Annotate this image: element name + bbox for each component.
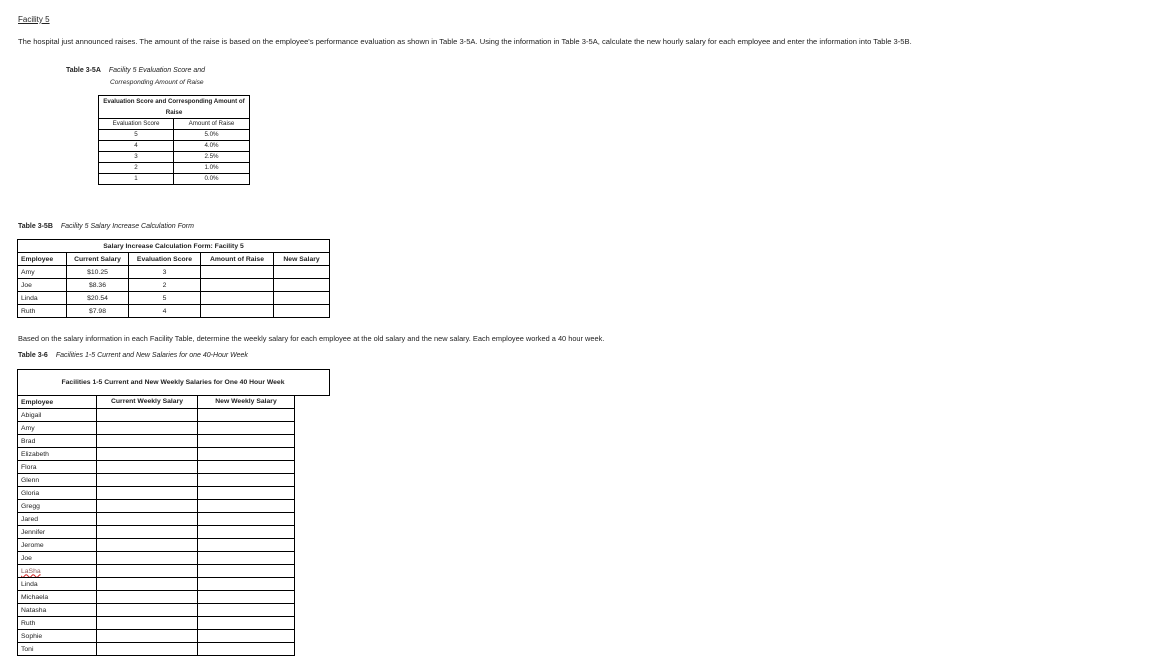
table-row xyxy=(99,130,250,141)
table-row xyxy=(18,630,295,643)
table-row xyxy=(18,578,295,591)
new-weekly-salary-cell[interactable] xyxy=(198,500,295,513)
table-row xyxy=(18,474,295,487)
employee-cell: Gloria xyxy=(18,487,97,500)
current-weekly-salary-cell[interactable] xyxy=(97,513,198,526)
current-weekly-salary-cell[interactable] xyxy=(97,539,198,552)
evaluation-score-cell: 4 xyxy=(129,305,201,318)
amount-of-raise-cell[interactable] xyxy=(201,292,274,305)
new-weekly-salary-cell[interactable] xyxy=(198,435,295,448)
table-row xyxy=(18,461,295,474)
current-weekly-salary-cell[interactable] xyxy=(97,617,198,630)
new-weekly-salary-cell[interactable] xyxy=(198,409,295,422)
amount-of-raise-cell[interactable] xyxy=(201,305,274,318)
current-weekly-salary-cell[interactable] xyxy=(97,448,198,461)
current-weekly-salary-cell[interactable] xyxy=(97,500,198,513)
table-6-header-employee: Employee xyxy=(18,396,97,409)
current-weekly-salary-cell[interactable] xyxy=(97,565,198,578)
intro-paragraph: The hospital just announced raises. The amount of the raise is based on the employee's performance evaluation as shown in Table 3-5A. Using the information in Table 3-5A, calculate the new hourly salary for each employee and enter the information into Table 3-5B. xyxy=(18,37,912,46)
score-cell: 1 xyxy=(99,174,174,185)
current-weekly-salary-cell[interactable] xyxy=(97,474,198,487)
table-row xyxy=(18,565,295,578)
table-row xyxy=(18,591,295,604)
table-row xyxy=(18,279,330,292)
table-5a xyxy=(98,95,250,185)
current-weekly-salary-cell[interactable] xyxy=(97,487,198,500)
table-6-header-new: New Weekly Salary xyxy=(198,396,295,409)
table-6-title-box xyxy=(17,369,330,396)
current-weekly-salary-cell[interactable] xyxy=(97,630,198,643)
table-row xyxy=(18,552,295,565)
weekly-intro-paragraph: Based on the salary information in each Facility Table, determine the weekly salary for each employee at the old salary and the new salary. Each employee worked a 40 hour week. xyxy=(18,334,605,343)
current-salary-cell: $7.98 xyxy=(67,305,129,318)
raise-cell: 1.0% xyxy=(174,163,250,174)
new-weekly-salary-cell[interactable] xyxy=(198,448,295,461)
new-weekly-salary-cell[interactable] xyxy=(198,552,295,565)
table-6-caption-text: Facilities 1-5 Current and New Salaries for one 40-Hour Week xyxy=(55,352,248,359)
table-5b xyxy=(17,239,330,318)
table-5a-label: Table 3-5A xyxy=(66,67,101,74)
table-6-title-text: Facilities 1-5 Current and New Weekly Salaries for One 40 Hour Week xyxy=(61,378,285,386)
employee-cell: Amy xyxy=(18,266,67,279)
new-weekly-salary-cell[interactable] xyxy=(198,474,295,487)
employee-cell: Sophie xyxy=(18,630,97,643)
employee-cell: Ruth xyxy=(18,617,97,630)
page-heading: Facility 5 xyxy=(18,15,50,24)
amount-of-raise-cell[interactable] xyxy=(201,266,274,279)
table-row xyxy=(18,500,295,513)
employee-cell: Gregg xyxy=(18,500,97,513)
table-5b-label: Table 3-5B xyxy=(18,223,53,230)
current-salary-cell: $20.54 xyxy=(67,292,129,305)
table-6-label: Table 3-6 xyxy=(18,352,48,359)
table-6-header-current: Current Weekly Salary xyxy=(97,396,198,409)
employee-cell: Jerome xyxy=(18,539,97,552)
table-6-caption xyxy=(18,352,248,359)
raise-cell: 5.0% xyxy=(174,130,250,141)
current-weekly-salary-cell[interactable] xyxy=(97,643,198,656)
table-5b-header-current: Current Salary xyxy=(67,253,129,266)
table-row xyxy=(99,152,250,163)
table-5b-caption xyxy=(18,223,194,230)
table-5a-title: Evaluation Score and Corresponding Amount of Raise xyxy=(99,96,250,119)
table-5b-title: Salary Increase Calculation Form: Facility 5 xyxy=(18,240,330,253)
score-cell: 5 xyxy=(99,130,174,141)
current-weekly-salary-cell[interactable] xyxy=(97,461,198,474)
current-weekly-salary-cell[interactable] xyxy=(97,552,198,565)
table-row xyxy=(18,539,295,552)
raise-cell: 0.0% xyxy=(174,174,250,185)
new-weekly-salary-cell[interactable] xyxy=(198,513,295,526)
employee-cell: LaSha xyxy=(18,565,97,578)
amount-of-raise-cell[interactable] xyxy=(201,279,274,292)
table-row xyxy=(99,174,250,185)
new-weekly-salary-cell[interactable] xyxy=(198,617,295,630)
table-5b-header-score: Evaluation Score xyxy=(129,253,201,266)
new-weekly-salary-cell[interactable] xyxy=(198,526,295,539)
employee-cell: Joe xyxy=(18,552,97,565)
employee-cell: Flora xyxy=(18,461,97,474)
raise-cell: 4.0% xyxy=(174,141,250,152)
evaluation-score-cell: 3 xyxy=(129,266,201,279)
employee-cell: Abigail xyxy=(18,409,97,422)
table-5b-header-new: New Salary xyxy=(274,253,330,266)
current-weekly-salary-cell[interactable] xyxy=(97,409,198,422)
table-row xyxy=(18,487,295,500)
score-cell: 3 xyxy=(99,152,174,163)
current-weekly-salary-cell[interactable] xyxy=(97,578,198,591)
evaluation-score-cell: 2 xyxy=(129,279,201,292)
table-row xyxy=(18,409,295,422)
employee-cell: Ruth xyxy=(18,305,67,318)
table-5a-header-raise: Amount of Raise xyxy=(174,119,250,130)
table-row xyxy=(99,163,250,174)
new-salary-cell[interactable] xyxy=(274,292,330,305)
table-5b-header-raise: Amount of Raise xyxy=(201,253,274,266)
table-5a-caption-line1: Facility 5 Evaluation Score and xyxy=(108,67,205,74)
score-cell: 2 xyxy=(99,163,174,174)
table-row xyxy=(18,448,295,461)
table-5a-caption xyxy=(66,67,205,74)
new-weekly-salary-cell[interactable] xyxy=(198,578,295,591)
employee-cell: Linda xyxy=(18,292,67,305)
current-weekly-salary-cell[interactable] xyxy=(97,435,198,448)
new-weekly-salary-cell[interactable] xyxy=(198,630,295,643)
raise-cell: 2.5% xyxy=(174,152,250,163)
current-weekly-salary-cell[interactable] xyxy=(97,591,198,604)
current-weekly-salary-cell[interactable] xyxy=(97,604,198,617)
new-weekly-salary-cell[interactable] xyxy=(198,591,295,604)
employee-cell: Linda xyxy=(18,578,97,591)
new-salary-cell[interactable] xyxy=(274,266,330,279)
score-cell: 4 xyxy=(99,141,174,152)
employee-cell: Elizabeth xyxy=(18,448,97,461)
table-row xyxy=(18,604,295,617)
table-row xyxy=(18,513,295,526)
table-6-title xyxy=(18,370,330,396)
table-6 xyxy=(17,395,295,656)
new-weekly-salary-cell[interactable] xyxy=(198,487,295,500)
table-5b-caption-text: Facility 5 Salary Increase Calculation Form xyxy=(60,223,194,230)
employee-cell: Amy xyxy=(18,422,97,435)
table-row xyxy=(18,435,295,448)
table-row xyxy=(99,141,250,152)
employee-cell: Glenn xyxy=(18,474,97,487)
new-weekly-salary-cell[interactable] xyxy=(198,643,295,656)
table-row xyxy=(18,617,295,630)
new-weekly-salary-cell[interactable] xyxy=(198,461,295,474)
employee-cell: Toni xyxy=(18,643,97,656)
current-weekly-salary-cell[interactable] xyxy=(97,422,198,435)
new-weekly-salary-cell[interactable] xyxy=(198,604,295,617)
table-5b-header-employee: Employee xyxy=(18,253,67,266)
employee-cell: Joe xyxy=(18,279,67,292)
employee-cell: Natasha xyxy=(18,604,97,617)
employee-cell: Brad xyxy=(18,435,97,448)
table-row xyxy=(18,305,330,318)
table-row xyxy=(18,643,295,656)
employee-cell: Michaela xyxy=(18,591,97,604)
new-weekly-salary-cell[interactable] xyxy=(198,565,295,578)
table-row xyxy=(18,526,295,539)
table-5a-header-score: Evaluation Score xyxy=(99,119,174,130)
employee-cell: Jennifer xyxy=(18,526,97,539)
current-salary-cell: $8.36 xyxy=(67,279,129,292)
employee-cell: Jared xyxy=(18,513,97,526)
table-5a-caption-line2: Corresponding Amount of Raise xyxy=(110,79,204,86)
table-row xyxy=(18,422,295,435)
new-salary-cell[interactable] xyxy=(274,279,330,292)
table-row xyxy=(18,292,330,305)
table-row xyxy=(18,266,330,279)
new-weekly-salary-cell[interactable] xyxy=(198,539,295,552)
current-weekly-salary-cell[interactable] xyxy=(97,526,198,539)
evaluation-score-cell: 5 xyxy=(129,292,201,305)
current-salary-cell: $10.25 xyxy=(67,266,129,279)
new-weekly-salary-cell[interactable] xyxy=(198,422,295,435)
new-salary-cell[interactable] xyxy=(274,305,330,318)
